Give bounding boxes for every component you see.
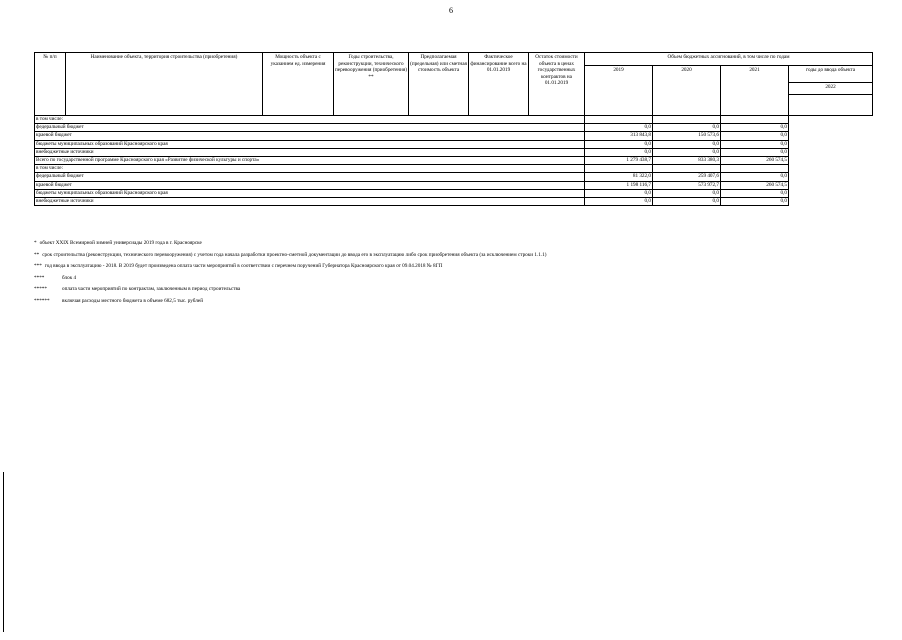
header-actual: Фактическое финансирование всего на 01.01.2019 — [469, 53, 529, 116]
cell-2020: 150 573,6 — [653, 132, 721, 140]
cell-empty — [789, 181, 873, 189]
cell-2020: 259 407,6 — [653, 173, 721, 181]
cell-2019 — [585, 165, 653, 173]
budget-table — [34, 52, 873, 206]
cell-2021: 0,0 — [721, 197, 789, 205]
cell-empty — [789, 116, 873, 124]
cell-2019: 313 843,8 — [585, 132, 653, 140]
cell-2019: 1 198 116,7 — [585, 181, 653, 189]
table-row — [35, 197, 873, 205]
header-estimate: Предполагаемая (предельная) или сметная стоимость объекта — [409, 53, 469, 116]
cell-2020: 0,0 — [653, 148, 721, 156]
row-label: бюджеты муниципальных образований Красноярского края — [35, 140, 585, 148]
table-row — [35, 173, 873, 181]
cell-2021: 260 574,5 — [721, 181, 789, 189]
margin-rule — [3, 472, 4, 632]
cell-2019: 0,0 — [585, 124, 653, 132]
header-years: Годы строительства, реконструкции, технического перевооружения (приобретения) ** — [334, 53, 409, 116]
footnote — [34, 240, 864, 252]
footnote-text: срок строительства (реконструкции, технического перевооружения) с учетом года начала разработки проектно-сметной документации до ввода его в эксплуатацию либо срок приобретения объекта (за исключением строки 1.1.1) — [42, 251, 547, 258]
footnote — [34, 275, 864, 287]
row-label: краевой бюджет — [35, 132, 585, 140]
header-num: № п/п — [35, 53, 66, 116]
header-2019: 2019 — [585, 66, 653, 116]
table-row — [35, 156, 873, 164]
cell-empty — [789, 156, 873, 164]
cell-2019: 81 322,0 — [585, 173, 653, 181]
header-until-commission: годы до ввода объекта — [789, 66, 873, 83]
cell-2021: 0,0 — [721, 148, 789, 156]
footnote-text: объект XXIX Всемирной зимней универсиады 2019 года в г. Красноярске — [39, 240, 202, 246]
table-row — [35, 116, 873, 124]
footnote — [34, 263, 864, 275]
cell-2020: 0,0 — [653, 124, 721, 132]
table-row — [35, 148, 873, 156]
footnote-marker: **** — [34, 274, 45, 281]
footnote-marker: *** — [34, 263, 42, 269]
table-row — [35, 189, 873, 197]
table-row — [35, 140, 873, 148]
footnote — [34, 252, 864, 264]
cell-2019: 0,0 — [585, 197, 653, 205]
footnote-text: включая расходы местного бюджета в объеме 682,5 тыс. рублей — [62, 297, 203, 304]
table-row — [35, 124, 873, 132]
cell-2021: 0,0 — [721, 189, 789, 197]
table-row — [35, 165, 873, 173]
cell-2019: 0,0 — [585, 189, 653, 197]
footnote-text: блок 4 — [62, 274, 77, 281]
cell-2019 — [585, 116, 653, 124]
cell-empty — [789, 140, 873, 148]
cell-2020: 0,0 — [653, 140, 721, 148]
cell-empty — [789, 148, 873, 156]
row-label: внебюджетные источники — [35, 148, 585, 156]
cell-2020: 833 380,3 — [653, 156, 721, 164]
cell-2021 — [721, 165, 789, 173]
cell-2021: 0,0 — [721, 132, 789, 140]
cell-2021: 0,0 — [721, 173, 789, 181]
cell-2020 — [653, 165, 721, 173]
footnote — [34, 298, 864, 310]
table-row — [35, 132, 873, 140]
cell-2019: 1 279 438,7 — [585, 156, 653, 164]
cell-2021 — [721, 116, 789, 124]
cell-empty — [789, 197, 873, 205]
cell-2020: 0,0 — [653, 189, 721, 197]
row-label: бюджеты муниципальных образований Красноярского края — [35, 189, 585, 197]
cell-2020 — [653, 116, 721, 124]
row-label: краевой бюджет — [35, 181, 585, 189]
footnotes — [34, 240, 864, 309]
cell-2019: 0,0 — [585, 140, 653, 148]
cell-empty — [789, 132, 873, 140]
footnote-text: год ввода в эксплуатацию - 2018. В 2019 будет произведена оплата части мероприятий в соответствии с перечнем поручений Губернатора Красноярского края от 09.04.2018 № 8ГП — [44, 263, 443, 269]
row-label: в том числе: — [35, 116, 585, 124]
table-row — [35, 181, 873, 189]
header-2021: 2021 — [721, 66, 789, 116]
footnote-marker: ****** — [34, 297, 50, 304]
cell-empty — [789, 165, 873, 173]
footnote-text: оплата части мероприятий по контрактам, заключенным в период строительства — [62, 286, 241, 292]
cell-empty — [789, 189, 873, 197]
header-budget-group: Объем бюджетных ассигнований, в том числе по годам — [585, 53, 873, 66]
cell-2019: 0,0 — [585, 148, 653, 156]
cell-2021: 0,0 — [721, 124, 789, 132]
page-number: 6 — [449, 6, 453, 15]
header-spacer — [789, 95, 873, 116]
cell-empty — [789, 173, 873, 181]
footnote-marker: ***** — [34, 286, 47, 292]
cell-2021: 260 574,5 — [721, 156, 789, 164]
header-2022: 2022 — [789, 83, 873, 95]
header-name: Наименование объекта, территория строительства (приобретения) — [66, 53, 263, 116]
table-body — [35, 116, 873, 206]
footnote-marker: * — [34, 240, 37, 246]
row-label: в том числе: — [35, 165, 585, 173]
row-label: федеральный бюджет — [35, 173, 585, 181]
cell-2020: 0,0 — [653, 197, 721, 205]
footnote — [34, 286, 864, 298]
footnote-marker: ** — [34, 251, 40, 258]
header-2020: 2020 — [653, 66, 721, 116]
row-label: внебюджетные источники — [35, 197, 585, 205]
header-capacity: Мощность объекта с указанием ед. измерения — [263, 53, 334, 116]
row-label: федеральный бюджет — [35, 124, 585, 132]
row-label: Всего по государственной программе Красноярского края «Развитие физической культуры и спорта» — [35, 156, 585, 164]
cell-empty — [789, 124, 873, 132]
cell-2021: 0,0 — [721, 140, 789, 148]
header-remainder: Остаток стоимости объекта в ценах государственных контрактов на 01.01.2019 — [529, 53, 585, 116]
cell-2020: 573 972,7 — [653, 181, 721, 189]
